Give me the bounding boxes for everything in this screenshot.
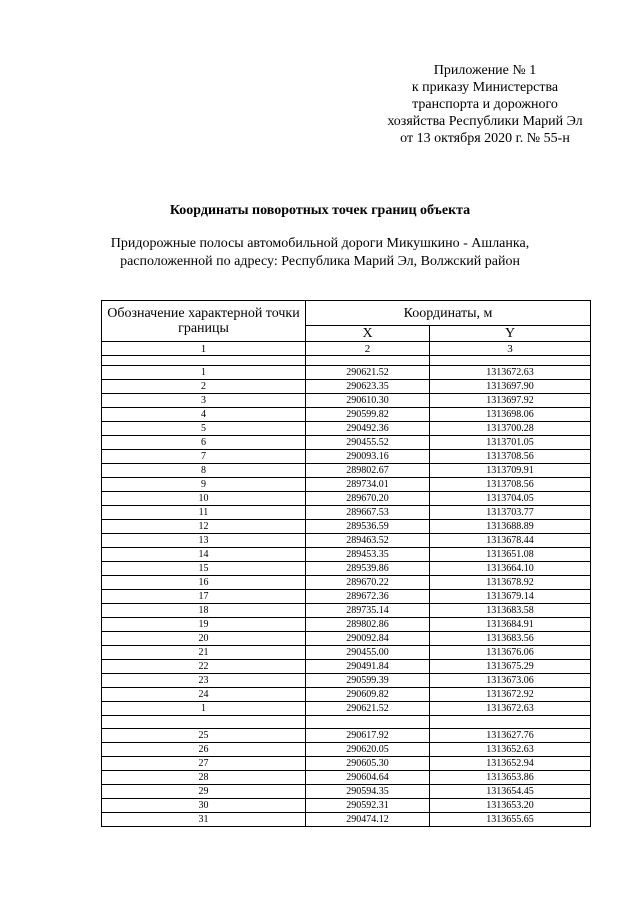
appendix-line: хозяйства Республики Марий Эл [387, 114, 583, 129]
cell-point: 1 [102, 366, 306, 380]
table-row [102, 674, 591, 688]
cell-point: 19 [102, 618, 306, 632]
cell-point: 16 [102, 576, 306, 590]
cell-point: 10 [102, 492, 306, 506]
column-number: 2 [306, 342, 430, 356]
cell-x: 289802.86 [306, 618, 430, 632]
table-row [102, 506, 591, 520]
cell-y: 1313672.63 [430, 366, 591, 380]
cell-y: 1313676.06 [430, 646, 591, 660]
cell-x: 290492.36 [306, 422, 430, 436]
table-row [102, 548, 591, 562]
cell-y: 1313654.45 [430, 785, 591, 799]
cell-x: 290620.05 [306, 743, 430, 757]
cell-x: 290605.30 [306, 757, 430, 771]
document-title: Координаты поворотных точек границ объекта [169, 203, 471, 218]
table-row [102, 590, 591, 604]
table-row [102, 464, 591, 478]
cell-y: 1313701.05 [430, 436, 591, 450]
cell-y: 1313697.92 [430, 394, 591, 408]
cell-point: 30 [102, 799, 306, 813]
cell-point: 23 [102, 674, 306, 688]
cell-x: 290594.35 [306, 785, 430, 799]
cell-point: 1 [102, 702, 306, 716]
table-row [102, 422, 591, 436]
table-row [102, 394, 591, 408]
cell-x: 289735.14 [306, 604, 430, 618]
cell-x: 290455.00 [306, 646, 430, 660]
header-x: X [306, 326, 430, 342]
table-row [102, 688, 591, 702]
cell-x: 290599.82 [306, 408, 430, 422]
cell-x: 289536.59 [306, 520, 430, 534]
cell-x: 289539.86 [306, 562, 430, 576]
cell-point: 26 [102, 743, 306, 757]
cell-point: 11 [102, 506, 306, 520]
cell-y: 1313700.28 [430, 422, 591, 436]
appendix-line: к приказу Министерства [411, 80, 559, 95]
cell-y: 1313655.65 [430, 813, 591, 827]
table-row [102, 702, 591, 716]
table-row [102, 771, 591, 785]
cell-x: 290092.84 [306, 632, 430, 646]
table-row [102, 562, 591, 576]
cell-x: 289734.01 [306, 478, 430, 492]
cell-x: 290592.31 [306, 799, 430, 813]
appendix-line: от 13 октября 2020 г. № 55-н [400, 131, 570, 146]
cell-y: 1313627.76 [430, 729, 591, 743]
cell-point: 14 [102, 548, 306, 562]
cell-point: 20 [102, 632, 306, 646]
cell-point: 24 [102, 688, 306, 702]
cell-y: 1313678.44 [430, 534, 591, 548]
column-number: 1 [102, 342, 306, 356]
coordinates-table [101, 300, 591, 827]
table-row [102, 716, 591, 729]
cell-point: 22 [102, 660, 306, 674]
cell-y: 1313697.90 [430, 380, 591, 394]
table-row [102, 618, 591, 632]
cell-point: 25 [102, 729, 306, 743]
cell-y: 1313653.86 [430, 771, 591, 785]
appendix-line: транспорта и дорожного [412, 97, 558, 112]
header-point-designation: Обозначение характерной точки границы [102, 301, 306, 342]
subtitle-line: расположенной по адресу: Республика Марий Эл, Волжский район [120, 254, 520, 269]
cell-y: 1313652.63 [430, 743, 591, 757]
table-row [102, 660, 591, 674]
cell-y [430, 716, 591, 729]
cell-point [102, 716, 306, 729]
table-body [102, 366, 591, 827]
cell-point: 17 [102, 590, 306, 604]
cell-x: 290623.35 [306, 380, 430, 394]
cell-x: 290610.30 [306, 394, 430, 408]
cell-point: 18 [102, 604, 306, 618]
spacer-row [102, 356, 591, 366]
cell-point: 31 [102, 813, 306, 827]
cell-y: 1313683.56 [430, 632, 591, 646]
cell-point: 7 [102, 450, 306, 464]
table-row [102, 785, 591, 799]
cell-x: 290604.64 [306, 771, 430, 785]
cell-x: 290093.16 [306, 450, 430, 464]
cell-y: 1313672.92 [430, 688, 591, 702]
cell-x: 290621.52 [306, 702, 430, 716]
cell-x: 290609.82 [306, 688, 430, 702]
cell-y: 1313678.92 [430, 576, 591, 590]
cell-x: 290621.52 [306, 366, 430, 380]
table-row [102, 534, 591, 548]
table-header [102, 301, 591, 366]
cell-point: 12 [102, 520, 306, 534]
cell-y: 1313679.14 [430, 590, 591, 604]
cell-y: 1313708.56 [430, 450, 591, 464]
table-row [102, 408, 591, 422]
cell-x: 290455.52 [306, 436, 430, 450]
appendix-line: Приложение № 1 [433, 63, 537, 78]
cell-x: 289670.20 [306, 492, 430, 506]
cell-x: 290491.84 [306, 660, 430, 674]
cell-y: 1313709.91 [430, 464, 591, 478]
cell-x: 290474.12 [306, 813, 430, 827]
cell-y: 1313704.05 [430, 492, 591, 506]
cell-point: 21 [102, 646, 306, 660]
cell-y: 1313683.58 [430, 604, 591, 618]
header-y: Y [430, 326, 591, 342]
cell-y: 1313703.77 [430, 506, 591, 520]
cell-y: 1313672.63 [430, 702, 591, 716]
cell-y: 1313653.20 [430, 799, 591, 813]
cell-x: 289672.36 [306, 590, 430, 604]
cell-point: 8 [102, 464, 306, 478]
table-row [102, 646, 591, 660]
table-row [102, 492, 591, 506]
column-number: 3 [430, 342, 591, 356]
cell-y: 1313673.06 [430, 674, 591, 688]
cell-point: 5 [102, 422, 306, 436]
table-row [102, 478, 591, 492]
table-row [102, 366, 591, 380]
cell-y: 1313708.56 [430, 478, 591, 492]
cell-x: 290599.39 [306, 674, 430, 688]
cell-point: 15 [102, 562, 306, 576]
cell-y: 1313684.91 [430, 618, 591, 632]
cell-y: 1313698.06 [430, 408, 591, 422]
cell-point: 13 [102, 534, 306, 548]
subtitle-line: Придорожные полосы автомобильной дороги Микушкино - Ашланка, [110, 236, 530, 251]
cell-x [306, 716, 430, 729]
cell-x: 289453.35 [306, 548, 430, 562]
cell-point: 29 [102, 785, 306, 799]
header-coordinates: Координаты, м [306, 301, 591, 326]
cell-x: 289802.67 [306, 464, 430, 478]
cell-y: 1313688.89 [430, 520, 591, 534]
table-row [102, 813, 591, 827]
cell-y: 1313664.10 [430, 562, 591, 576]
cell-point: 4 [102, 408, 306, 422]
cell-point: 6 [102, 436, 306, 450]
cell-point: 9 [102, 478, 306, 492]
cell-point: 2 [102, 380, 306, 394]
cell-point: 3 [102, 394, 306, 408]
table-row [102, 604, 591, 618]
cell-x: 289670.22 [306, 576, 430, 590]
document-subtitle [60, 235, 580, 271]
cell-y: 1313652.94 [430, 757, 591, 771]
cell-y: 1313651.08 [430, 548, 591, 562]
table-row [102, 436, 591, 450]
table-row [102, 757, 591, 771]
table-row [102, 576, 591, 590]
table-row [102, 632, 591, 646]
cell-y: 1313675.29 [430, 660, 591, 674]
cell-point: 27 [102, 757, 306, 771]
cell-x: 289463.52 [306, 534, 430, 548]
table-row [102, 450, 591, 464]
cell-point: 28 [102, 771, 306, 785]
table-row [102, 799, 591, 813]
cell-x: 290617.92 [306, 729, 430, 743]
table-row [102, 520, 591, 534]
cell-x: 289667.53 [306, 506, 430, 520]
table-row [102, 743, 591, 757]
appendix-header [360, 62, 610, 147]
table-row [102, 380, 591, 394]
table-row [102, 729, 591, 743]
